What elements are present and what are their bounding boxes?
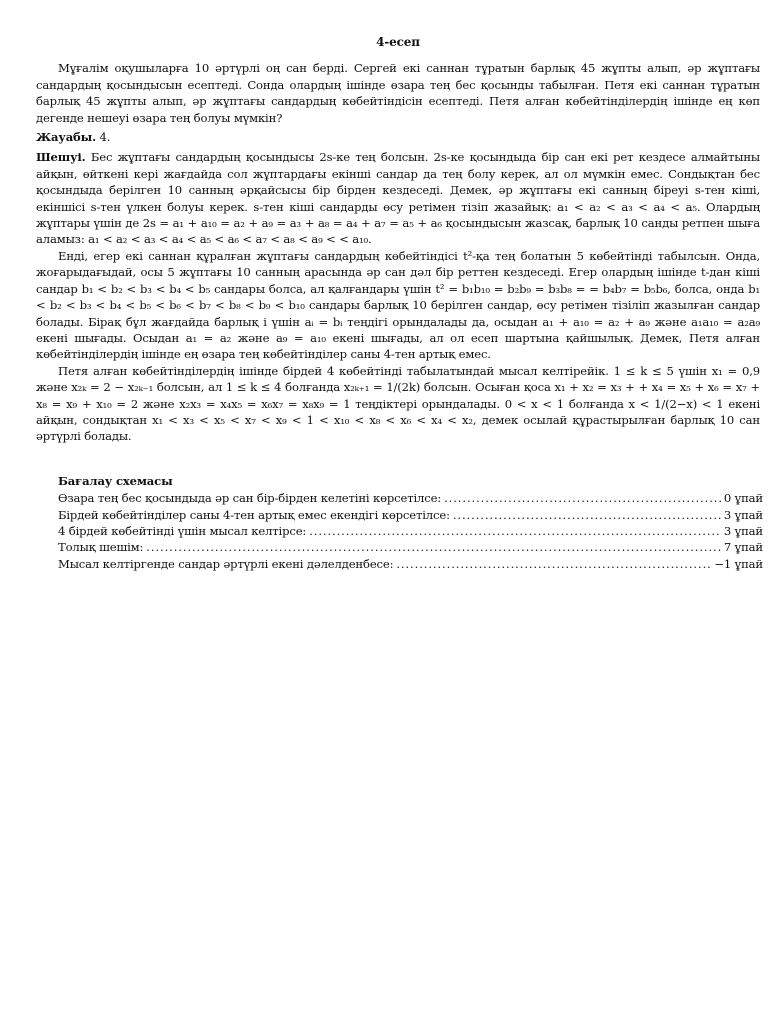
grading-criterion: Толық шешім: (58, 540, 144, 555)
grading-row (58, 490, 763, 506)
grading-points: 0 ұпай (723, 491, 763, 506)
solution-paragraph-2: Енді, егер екі саннан құралған жұптағы сандардың көбейтіндісі t²-қа тең болатын 5 көбейтінді табылсын. Онда, жоғарыдағыдай, осы 5 жұптағы 10 санның арасында әр сан дәл бір реттен кездеседі. Егер олардың ішінде t-дан кіші сандар b₁ < b₂ < b₃ < b₄ < b₅ сандары болса, ал қалғандары үшін t² = b₁b₁₀ = b₂b₉ = b₃b₈ = = b₄b₇ = b₅b₆, болса, онда b₁ < b₂ < b₃ < b₄ < b₅ < b₆ < b₇ < b₈ < b₉ < b₁₀ сандары барлық 10 берілген сандар, өсу ретімен тізіліп жазылған сандар болады. Бірақ бұл жағдайда барлық i үшін aᵢ = bᵢ теңдігі орындалады да, осыдан a₁ + a₁₀ = a₂ + a₉ және a₁a₁₀ = a₂a₉ екені шығады. Осыдан a₁ = a₂ және a₉ = a₁₀ екені шығады, ал ол есеп шартына қайшылық. Демек, Петя алған көбейтінділердің ішінде ең өзара тең көбейтінділер саны 4-тен артық емес. (36, 248, 760, 362)
grading-row (58, 523, 763, 539)
dot-leader (444, 490, 721, 506)
grading-row (58, 507, 763, 523)
problem-title: 4-есеп (376, 35, 420, 49)
grading-points: −1 ұпай (714, 556, 763, 571)
problem-statement: Мұғалім оқушыларға 10 әртүрлі оң сан берді. Сергей екі саннан тұратын барлық 45 жұпты алып, әр жұптағы сандардың қосындысын есептеді. Сонда олардың ішінде өзара тең бес қосынды табылған. Петя екі саннан тұратын барлық 45 жұпты алып, әр жұптағы сандардың көбейтіндісін есептеді. Петя алған көбейтінділердің ішінде ең көп дегенде нешеуі өзара тең болуы мүмкін? (36, 61, 760, 125)
grading-row (58, 539, 763, 555)
dot-leader (146, 539, 721, 555)
answer-value: 4. (99, 130, 111, 145)
grading-criterion: Бірдей көбейтінділер саны 4-тен артық емес екендігі көрсетілсе: (58, 507, 450, 522)
grading-criterion: 4 бірдей көбейтінді үшін мысал келтірсе: (58, 523, 307, 538)
solution-label: Шешуі. (36, 150, 86, 165)
grading-scheme (58, 473, 763, 572)
answer-label: Жауабы. (36, 130, 96, 145)
document-page (36, 34, 763, 572)
solution-paragraph-1 (36, 149, 760, 247)
grading-criterion: Мысал келтіргенде сандар әртүрлі екені дәлелденбесе: (58, 556, 394, 571)
dot-leader (453, 507, 721, 523)
dot-leader (309, 523, 721, 539)
grading-criterion: Өзара тең бес қосындыда әр сан бір-бірден келетіні көрсетілсе: (58, 491, 442, 506)
solution-text-1: Бес жұптағы сандардың қосындысы 2s-ке тең болсын. 2s-ке қосындыда бір сан екі рет кездесе алмайтыны айқын, өйткені кері жағдайда сол жұптардағы екінші сандар да тең болу керек, ал ол мүмкін емес. Сондықтан бес қосындыда берілген 10 санның әрқайсысы бір бірден кездеседі. Демек, әр жұптағы екі санның біреуі s-тен кіші, екіншісі s-тен үлкен болуы керек. s-тен кіші сандарды өсу ретімен тізіп жазайық: a₁ < a₂ < a₃ < a₄ < a₅. Олардың жұптары үшін де 2s = a₁ + a₁₀ = a₂ + a₉ = a₃ + a₈ = a₄ + a₇ = a₅ + a₆ қосындысын жазсақ, барлық 10 санды ретпен шыға аламыз: a₁ < a₂ < a₃ < a₄ < a₅ < a₆ < a₇ < a₈ < a₉ < < a₁₀. (36, 150, 760, 247)
dot-leader (396, 556, 711, 572)
grading-points: 7 ұпай (723, 540, 763, 555)
answer-line (36, 129, 760, 145)
grading-row (58, 556, 763, 572)
solution-paragraph-3: Петя алған көбейтінділердің ішінде бірдей 4 көбейтінді табылатындай мысал келтірейік. 1 ≤ k ≤ 5 үшін x₁ = 0,9 және x₂ₖ = 2 − x₂ₖ₋₁ болсын, ал 1 ≤ k ≤ 4 болғанда x₂ₖ₊₁ = 1/(2k) болсын. Осыған қоса x₁ + x₂ = x₃ + + x₄ = x₅ + x₆ = x₇ + x₈ = x₉ + x₁₀ = 2 және x₂x₃ = x₄x₅ = x₆x₇ = x₈x₉ = 1 теңдіктері орындалады. 0 < x < 1 болғанда x < 1/(2−x) < 1 екені айқын, сондықтан x₁ < x₃ < x₅ < x₇ < x₉ < 1 < x₁₀ < x₈ < x₆ < x₄ < x₂, демек осылай құрастырылған барлық 10 сан әртүрлі болады. (36, 363, 760, 444)
grading-scheme-title: Бағалау схемасы (58, 473, 173, 488)
grading-points: 3 ұпай (723, 507, 763, 522)
grading-points: 3 ұпай (723, 523, 763, 538)
